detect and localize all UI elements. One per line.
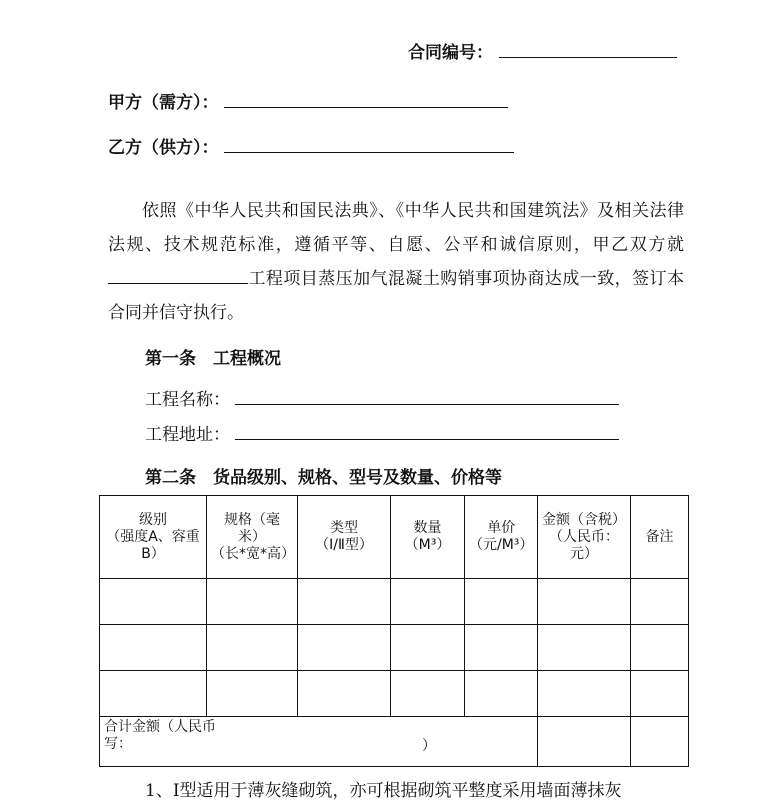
goods-table xyxy=(99,495,689,767)
project-name-row xyxy=(145,385,619,410)
project-name-label: 工程名称： xyxy=(145,390,230,410)
table-cell[interactable] xyxy=(298,625,391,671)
project-address-field[interactable] xyxy=(235,427,619,440)
table-cell[interactable] xyxy=(100,625,207,671)
party-b-label: 乙方（供方）： xyxy=(108,138,219,158)
table-cell[interactable] xyxy=(538,717,631,767)
header-quantity: 数量（M³） xyxy=(391,496,465,579)
project-address-label: 工程地址： xyxy=(145,425,230,445)
article-2-title: 第二条 货品级别、规格、型号及数量、价格等 xyxy=(145,468,502,488)
project-name-field[interactable] xyxy=(235,392,619,405)
table-row xyxy=(100,579,689,625)
note-1: 1、Ⅰ型适用于薄灰缝砌筑，亦可根据砌筑平整度采用墙面薄抹灰 xyxy=(145,781,622,801)
table-row xyxy=(100,671,689,717)
table-cell[interactable] xyxy=(207,625,298,671)
table-cell[interactable] xyxy=(465,625,538,671)
party-a-field[interactable] xyxy=(224,95,508,108)
table-total-row xyxy=(100,717,689,767)
header-amount: 金额（含税） （人民币：元） xyxy=(538,496,631,579)
party-b-field[interactable] xyxy=(224,140,514,153)
table-cell[interactable] xyxy=(538,625,631,671)
table-cell[interactable] xyxy=(538,579,631,625)
table-cell[interactable] xyxy=(631,717,689,767)
table-cell[interactable] xyxy=(631,625,689,671)
total-amount-label: 合计金额（人民币 写： xyxy=(104,719,216,752)
table-header-row xyxy=(100,496,689,579)
table-cell[interactable] xyxy=(207,579,298,625)
table-cell[interactable] xyxy=(100,579,207,625)
table-cell[interactable] xyxy=(100,671,207,717)
table-row xyxy=(100,625,689,671)
table-cell[interactable] xyxy=(538,671,631,717)
project-name-blank[interactable] xyxy=(108,269,248,284)
total-amount-close: ） xyxy=(422,738,436,754)
table-cell[interactable] xyxy=(391,579,465,625)
table-cell[interactable] xyxy=(391,625,465,671)
table-cell[interactable] xyxy=(298,671,391,717)
header-grade: 级别 （强度A、容重B） xyxy=(100,496,207,579)
contract-number-label: 合同编号： xyxy=(408,43,493,63)
project-address-row xyxy=(145,420,619,445)
table-cell[interactable] xyxy=(631,579,689,625)
header-type: 类型 （Ⅰ/Ⅱ型） xyxy=(298,496,391,579)
party-b-row xyxy=(108,133,514,158)
header-spec: 规格（毫米） （长*宽*高） xyxy=(207,496,298,579)
table-cell[interactable] xyxy=(631,671,689,717)
table-cell[interactable] xyxy=(391,671,465,717)
intro-text-1: 依照《中华人民共和国民法典》、《中华人民共和国建筑法》及相关法律法规、技术规范标准，遵循平等、自愿、公平和诚信原则，甲乙双方就 xyxy=(108,201,684,255)
table-cell[interactable] xyxy=(465,671,538,717)
table-cell[interactable] xyxy=(207,671,298,717)
contract-number-field[interactable] xyxy=(499,45,677,58)
header-remarks: 备注 xyxy=(631,496,689,579)
intro-paragraph xyxy=(108,194,684,330)
table-cell[interactable] xyxy=(298,579,391,625)
table-cell[interactable] xyxy=(465,579,538,625)
total-amount-cell[interactable] xyxy=(100,717,538,767)
party-a-label: 甲方（需方）： xyxy=(108,93,219,113)
contract-number-row xyxy=(408,38,677,63)
article-1-title: 第一条 工程概况 xyxy=(145,349,281,369)
intro-text-2: 工程项目蒸压加气混凝土购销事项协商达成一致，签订本合同并信守执行。 xyxy=(108,269,684,323)
header-unit-price: 单价 （元/M³） xyxy=(465,496,538,579)
party-a-row xyxy=(108,88,508,113)
